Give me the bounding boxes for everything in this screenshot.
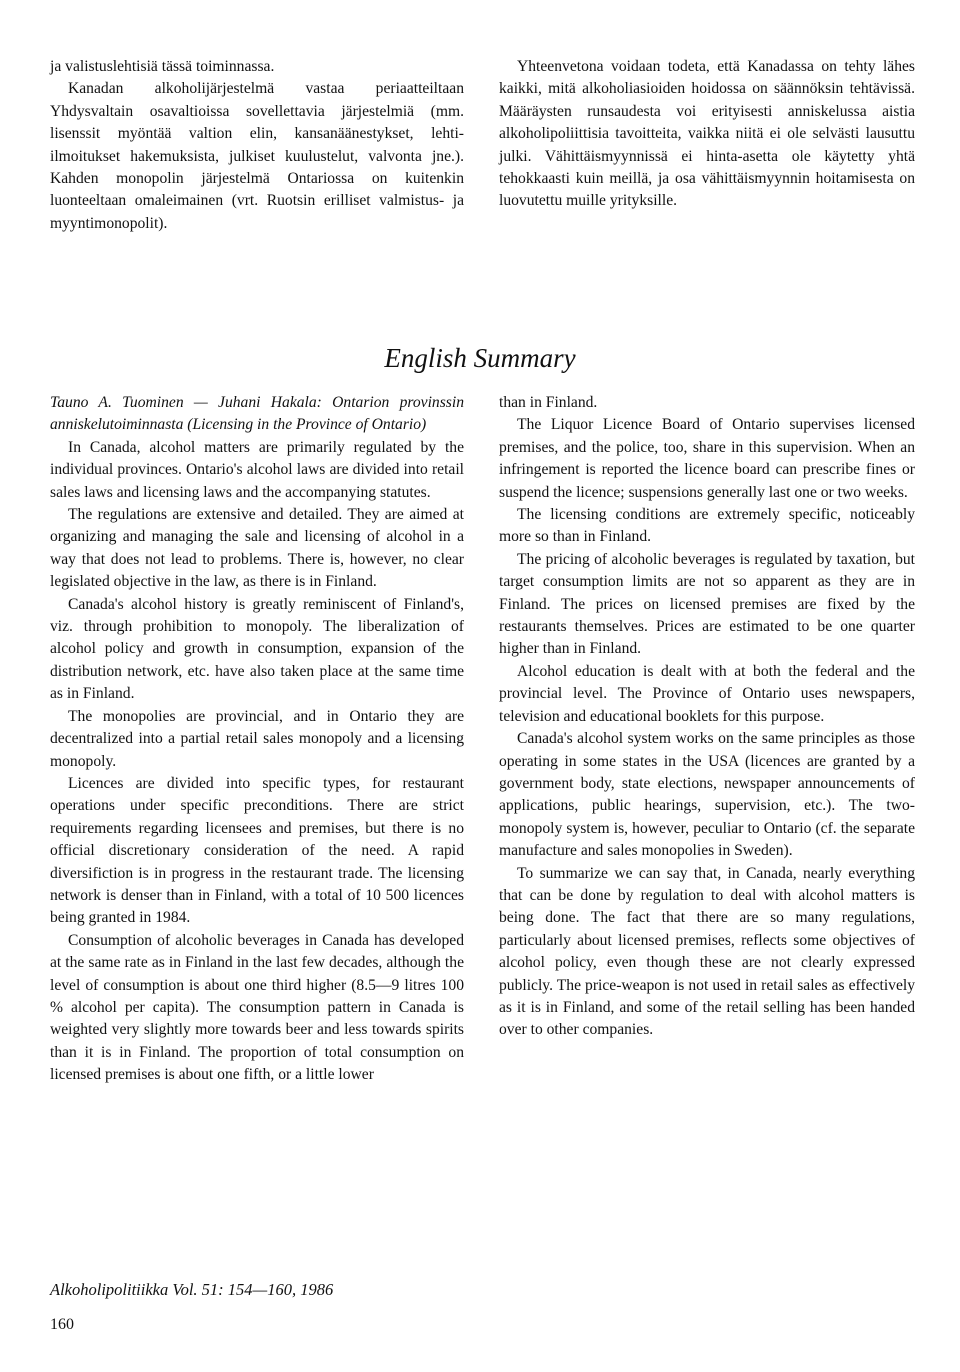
paragraph: Licences are divided into specific types, for restaurant operations under specific preconditions. There are strict requirements regarding licensees and premises, but there is no official discretionary consideration of the need. A rapid diversifiction is in progress in the restaurant trade. The licensing network is denser than in Finland, with a total of 10 500 licences being granted in 1984. [50,774,464,927]
paragraph: ja valistuslehtisiä tässä toiminnassa. [50,58,275,75]
paragraph: Canada's alcohol system works on the same principles as those operating in some states in the USA (licences are granted by a government body, state elections, newspaper announcements of applications, public hearings, supervision, etc.). The two-monopoly system is, however, peculiar to Ontario (cf. the separate manufacture and sales monopolies in Sweden). [499,730,915,860]
paragraph: than in Finland. [499,394,598,411]
paragraph: Yhteenvetona voidaan todeta, että Kanadassa on tehty lähes kaikki, mitä alkoholiasioiden hoidossa on säännöksin tehtävissä. Määräysten runsaudesta voi erityisesti anniskelussa aistia alkoholipoliittisia tavoitteita, vaikka niitä ei ole selvästi lausuttu julki. Vähittäismyynnissä ei hinta-asetta ole käytetty yhtä tehokkaasti kuin meillä, ja osa vähittäismyynnin hoitamisesta on luovutettu muille yrityksille. [499,58,915,210]
section-heading: English Summary [384,343,576,373]
paragraph: Kanadan alkoholijärjestelmä vastaa periaatteiltaan Yhdysvaltain osavaltioissa sovellettavia järjestelmiä (mm. lisenssit myöntää valtion elin, kansanäänestykset, lehti-ilmoitukset hakemuksista, julkiset kuulustelut, valvonta jne.). Kahden monopolin järjestelmä Ontariossa on kuitenkin luonteeltaan omaleimainen (vrt. Ruotsin erilliset valmistus- ja myyntimonopolit). [50,80,464,232]
finnish-left-column [50,56,464,235]
english-right-column [499,392,915,1042]
journal-citation: Alkoholipolitiikka Vol. 51: 154—160, 1986 [50,1280,334,1299]
paragraph: The pricing of alcoholic beverages is regulated by taxation, but target consumption limits are not so apparent as they are in Finland. The prices on licensed premises are fixed by the restaurants themselves. Prices are estimated to be one quarter higher than in Finland. [499,550,915,658]
english-left-column [50,392,464,1087]
paragraph: The licensing conditions are extremely specific, noticeably more so than in Finland. [499,506,915,546]
paragraph: Canada's alcohol history is greatly reminiscent of Finland's, viz. through prohibition to monopoly. The liberalization of alcohol policy and growth in consumption, expansion of the distribution network, etc. have also taken place at the same time as in Finland. [50,595,464,703]
finnish-right-column [499,56,915,213]
paragraph: The monopolies are provincial, and in Ontario they are decentralized into a partial retail sales monopoly and a licensing monopoly. [50,707,464,770]
paragraph: Consumption of alcoholic beverages in Canada has developed at the same rate as in Finland in the last few decades, although the level of consumption is about one third higher (8.5—9 litres 100 % alcohol per capita). The consumption pattern in Canada is weighted very slightly more towards beer and less towards spirits than it is in Finland. The proportion of total consumption on licensed premises is about one fifth, or a little lower [50,931,464,1084]
paragraph: The regulations are extensive and detailed. They are aimed at organizing and managing the sale and licensing of alcohol in a way that does not lead to problems. There is, however, no clear legislated objective in the law, as there is in Finland. [50,506,464,591]
paragraph: In Canada, alcohol matters are primarily regulated by the individual provinces. Ontario's alcohol laws are divided into retail sales laws and licensing laws and the accompanying statutes. [50,438,464,501]
paragraph: The Liquor Licence Board of Ontario supervises licensed premises, and the police, too, share in this supervision. When an infringement is reported the licence board can prescribe fines or suspend the licence; suspensions generally last one or two weeks. [499,416,915,501]
page-number: 160 [50,1316,74,1333]
article-byline: Tauno A. Tuominen — Juhani Hakala: Ontarion provinssin anniskelutoiminnasta (Licensing in the Province of Ontario) [50,394,464,434]
paragraph: Alcohol education is dealt with at both the federal and the provincial level. The Province of Ontario uses newspapers, television and educational booklets for this purpose. [499,662,915,725]
paragraph: To summarize we can say that, in Canada, nearly everything that can be done by regulation to deal with alcohol matters is being done. The fact that there are so many regulations, particularly about licensed premises, reflects some objectives of alcohol policy, even though these are not clearly expressed publicly. The price-weapon is not used in retail sales as effectively as it is in Finland, and some of the retail selling has been handed over to other companies. [499,864,915,1039]
